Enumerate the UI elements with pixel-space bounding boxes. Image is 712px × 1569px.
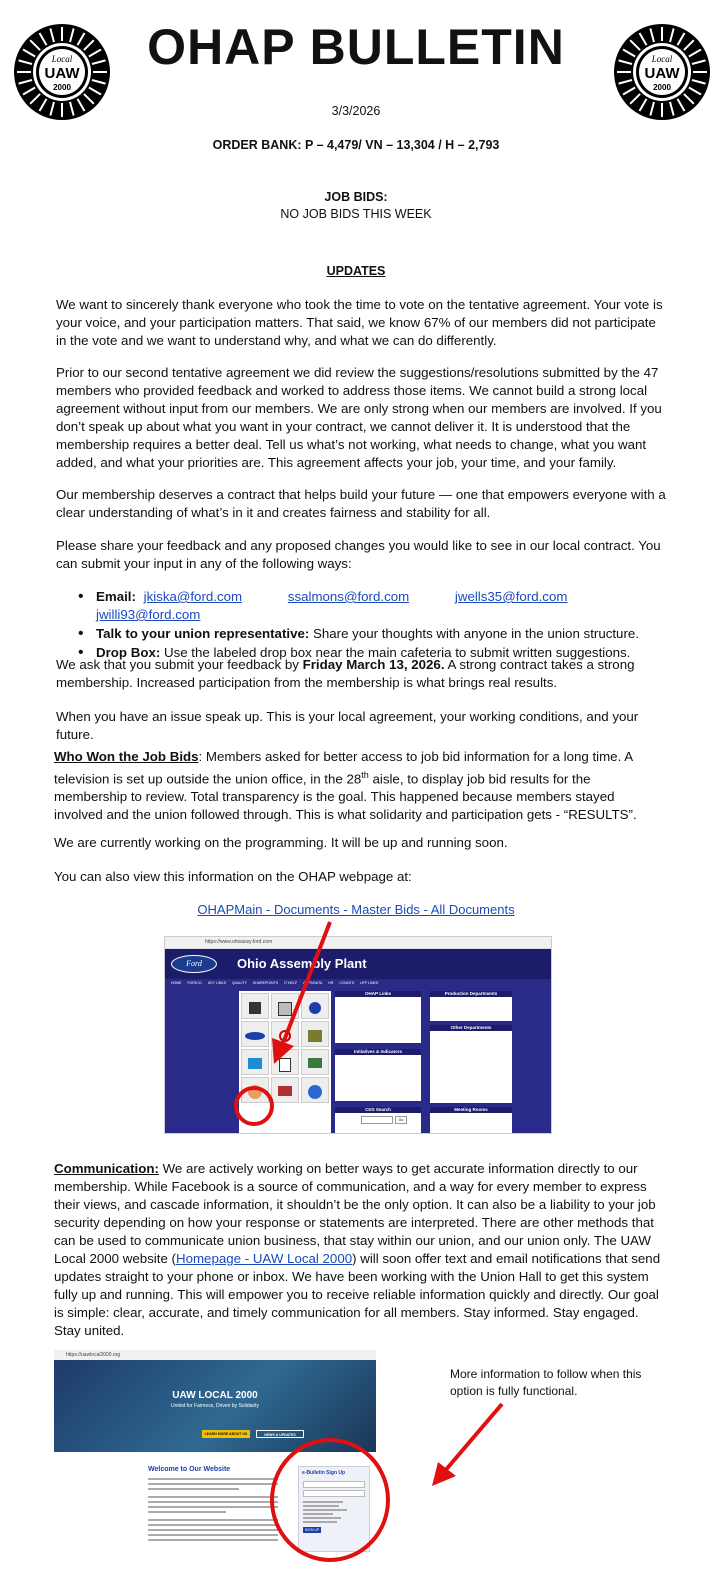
communication-label: Communication: bbox=[54, 1161, 159, 1176]
highlight-circle bbox=[236, 1088, 272, 1124]
email-link-jkiska[interactable]: jkiska@ford.com bbox=[143, 589, 243, 604]
email-label: Email: bbox=[96, 589, 136, 604]
bulletin-title: OHAP BULLETIN bbox=[147, 19, 565, 75]
welcome-text bbox=[148, 1478, 278, 1544]
updates-paragraph-5: We ask that you submit your feedback by Friday March 13, 2026. A strong contract takes a strong membership. Increased participation from the membership is what brings real results. bbox=[56, 657, 635, 690]
logo-text-bot: 2000 bbox=[653, 83, 671, 92]
bulletin-date: 3/3/2026 bbox=[331, 104, 381, 118]
other-departments-box: Other Departments bbox=[430, 1025, 512, 1103]
nav-apps-data[interactable]: APPS/DATA bbox=[303, 981, 323, 985]
ohap-links-box: OHAP Links bbox=[335, 991, 421, 1043]
nav-it-help[interactable]: IT HELP bbox=[284, 981, 298, 985]
who-won-label: Who Won the Job Bids bbox=[54, 749, 199, 764]
list-item-email bbox=[76, 588, 676, 624]
updates-paragraph-3: Our membership deserves a contract that helps build your future — one that empowers everyone with a clear understanding of what’s in it and creates fairness and stability for all. bbox=[56, 487, 666, 520]
logo-text-bot: 2000 bbox=[53, 83, 71, 92]
updates-paragraph-7: We are currently working on the programming. It will be up and running soon. bbox=[54, 835, 508, 850]
annotation-overlay bbox=[165, 937, 551, 1133]
nav-ford-id[interactable]: FORD ID bbox=[187, 981, 202, 985]
signup-highlight-circle bbox=[268, 1436, 400, 1566]
more-info-note: More information to follow when this option is fully functional. bbox=[450, 1367, 642, 1398]
ohap-documents-link[interactable]: OHAPMain - Documents - Master Bids - All Documents bbox=[197, 902, 515, 917]
email-link-jwilli93[interactable]: jwilli93@ford.com bbox=[96, 607, 201, 622]
news-updates-button[interactable]: NEWS & UPDATES bbox=[256, 1430, 304, 1438]
email-link-jwells35[interactable]: jwells35@ford.com bbox=[454, 589, 568, 604]
updates-paragraph-1: We want to sincerely thank everyone who took the time to vote on the tentative agreement. Your vote is your voice, and your participation matters. That said, we know 67% of our members did not participate in the vote and we want to understand why, and what we can do differently. bbox=[56, 297, 663, 348]
nav-sharepoints[interactable]: SHAREPOINTS bbox=[252, 981, 278, 985]
browser-url-bar-2: https://uawlocal2000.org bbox=[54, 1350, 376, 1361]
hero-subtitle: United for Fairness, Driven by Solidarity bbox=[170, 1403, 260, 1409]
cds-search-button[interactable]: Go bbox=[395, 1116, 407, 1124]
ford-logo: Ford bbox=[171, 955, 217, 973]
signup-button[interactable]: SIGN UP bbox=[304, 1528, 320, 1532]
ebulletin-signup-title: e-Bulletin Sign Up bbox=[302, 1470, 346, 1476]
who-won-paragraph: Who Won the Job Bids: Members asked for better access to job bid information for a long time. A television is set up outside the union office, in the 28th aisle, to display job bid results for the membership to review. Total transparency is the goal. This happened because members stayed involved and the union followed through. This is what solidarity and participation gets - “RESULTS”. bbox=[54, 749, 637, 823]
nav-key-links[interactable]: KEY LINKS bbox=[207, 981, 226, 985]
updates-paragraph-2: Prior to our second tentative agreement we did review the suggestions/resolutions submitted by the 47 members who provided feedback and worked to address those items. We cannot build a strong local agreement without input from our members. We are only strong when our members are involved. If you don’t speak up about what you want in your contract, we cannot deliver it. It is understood that the membership requires a better deal. Tell us what’s not working, what needs to change, what you want added, and what your priorities are. This agreement affects your job, your time, and your family. bbox=[56, 365, 662, 470]
ohap-website-screenshot bbox=[164, 936, 552, 1134]
updates-paragraph-8: You can also view this information on the OHAP webpage at: bbox=[54, 869, 412, 884]
meeting-rooms-box: Meeting Rooms bbox=[430, 1107, 512, 1133]
list-item-rep bbox=[76, 625, 676, 643]
updates-heading: UPDATES bbox=[326, 264, 386, 278]
red-arrow-2 bbox=[426, 1400, 510, 1490]
logo-text-mid: UAW bbox=[644, 65, 680, 82]
job-bids-text: NO JOB BIDS THIS WEEK bbox=[280, 207, 432, 221]
rep-label: Talk to your union representative: bbox=[96, 626, 310, 641]
drop-label: Drop Box: bbox=[96, 645, 161, 660]
nav-counts[interactable]: COUNTS bbox=[339, 981, 355, 985]
order-bank: ORDER BANK: P – 4,479/ VN – 13,304 / H – 2,793 bbox=[212, 138, 500, 152]
logo-text-top: Local bbox=[651, 54, 673, 64]
nav-home[interactable]: HOME bbox=[171, 981, 182, 985]
uaw-homepage-link[interactable]: Homepage - UAW Local 2000 bbox=[175, 1251, 353, 1266]
learn-more-button[interactable]: LEARN MORE ABOUT US bbox=[202, 1430, 250, 1438]
job-bids-heading: JOB BIDS: bbox=[324, 190, 388, 204]
site-title: Ohio Assembly Plant bbox=[237, 956, 367, 971]
cds-search-box: CDS Search Go bbox=[335, 1107, 421, 1133]
logo-text-mid: UAW bbox=[44, 65, 80, 82]
nav-quality[interactable]: QUALITY bbox=[231, 981, 247, 985]
red-arrow-1 bbox=[260, 918, 340, 1068]
drop-text: Use the labeled drop box near the main cafeteria to submit written suggestions. bbox=[160, 645, 631, 660]
initiatives-box: Initiatives & Indicators bbox=[335, 1049, 421, 1101]
submission-list bbox=[76, 588, 676, 663]
nav-ufp-links[interactable]: UFP LINKS bbox=[360, 981, 379, 985]
welcome-heading: Welcome to Our Website bbox=[148, 1466, 231, 1473]
browser-url-bar: https://www.ohioassy.ford.com bbox=[165, 937, 551, 949]
email-link-ssalmons[interactable]: ssalmons@ford.com bbox=[287, 589, 410, 604]
updates-paragraph-6: When you have an issue speak up. This is your local agreement, your working conditions, and your future. bbox=[56, 709, 639, 742]
logo-text-top: Local bbox=[51, 54, 73, 64]
nav-hr[interactable]: HR bbox=[328, 981, 334, 985]
updates-paragraph-4: Please share your feedback and any proposed changes you would like to see in our local contract. You can submit your input in any of the following ways: bbox=[56, 538, 661, 571]
hero-title: UAW LOCAL 2000 bbox=[172, 1390, 258, 1401]
production-box: Production Departments bbox=[430, 991, 512, 1021]
rep-text: Share your thoughts with anyone in the union structure. bbox=[309, 626, 639, 641]
communication-paragraph: Communication: We are actively working on better ways to get accurate information directly to our membership. While Facebook is a source of communication, and a way for every member to express their views, and cascade information, it shouldn’t be the only option. It can also be a liability to your job security depending on how your response or statements are interpreted. There are other methods that can be used to communicate union business, that stay within our union, and our union only. The UAW Local 2000 website (Homepage - UAW Local 2000) will soon offer text and email notifications that send updates straight to your phone or inbox. We have been working with the Union Hall to get this system fully up and running. This will empower you to receive reliable information quickly and directly. Our goal is simple: clear, accurate, and timely communication for all members. Stay informed. Stay engaged. Stay united. bbox=[54, 1161, 661, 1338]
